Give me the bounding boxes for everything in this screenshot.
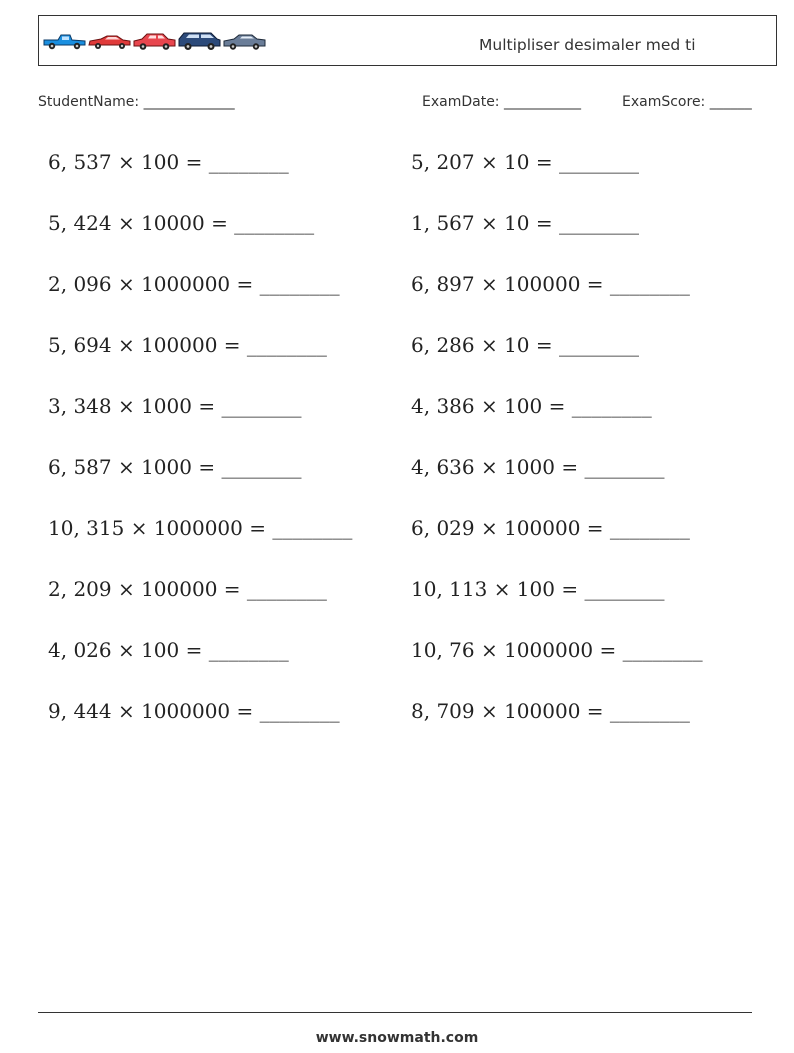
car-icons-row xyxy=(42,30,267,52)
worksheet-title: Multipliser desimaler med ti xyxy=(479,36,696,54)
problem-left-8: 2, 209 × 100000 = ________ xyxy=(48,577,327,601)
problem-right-3: 6, 897 × 100000 = ________ xyxy=(411,272,690,296)
problem-left-1: 6, 537 × 100 = ________ xyxy=(48,150,289,174)
footer-divider xyxy=(38,1012,752,1013)
problem-right-9: 10, 76 × 1000000 = ________ xyxy=(411,638,703,662)
problem-left-3: 2, 096 × 1000000 = ________ xyxy=(48,272,340,296)
problem-right-4: 6, 286 × 10 = ________ xyxy=(411,333,640,357)
exam-score-field: ExamScore: ______ xyxy=(622,94,752,110)
problem-left-10: 9, 444 × 1000000 = ________ xyxy=(48,699,340,723)
grey-coupe-car-icon xyxy=(222,30,267,52)
header-box xyxy=(38,15,777,66)
blue-pickup-car-icon xyxy=(42,30,87,52)
problem-right-1: 5, 207 × 10 = ________ xyxy=(411,150,640,174)
navy-suv-car-icon xyxy=(177,30,222,52)
problem-left-9: 4, 026 × 100 = ________ xyxy=(48,638,289,662)
problem-left-5: 3, 348 × 1000 = ________ xyxy=(48,394,302,418)
exam-date-field: ExamDate: ___________ xyxy=(422,94,581,110)
problem-right-7: 6, 029 × 100000 = ________ xyxy=(411,516,690,540)
problem-right-2: 1, 567 × 10 = ________ xyxy=(411,211,640,235)
problem-left-4: 5, 694 × 100000 = ________ xyxy=(48,333,327,357)
footer-website: www.snowmath.com xyxy=(315,1030,479,1046)
problem-right-8: 10, 113 × 100 = ________ xyxy=(411,577,665,601)
problem-right-6: 4, 636 × 1000 = ________ xyxy=(411,455,665,479)
problem-right-10: 8, 709 × 100000 = ________ xyxy=(411,699,690,723)
red-sports-car-icon xyxy=(87,30,132,52)
red-sedan-car-icon xyxy=(132,30,177,52)
problem-left-2: 5, 424 × 10000 = ________ xyxy=(48,211,315,235)
problem-left-6: 6, 587 × 1000 = ________ xyxy=(48,455,302,479)
problem-left-7: 10, 315 × 1000000 = ________ xyxy=(48,516,353,540)
problem-right-5: 4, 386 × 100 = ________ xyxy=(411,394,652,418)
student-name-field: StudentName: _____________ xyxy=(38,94,235,110)
